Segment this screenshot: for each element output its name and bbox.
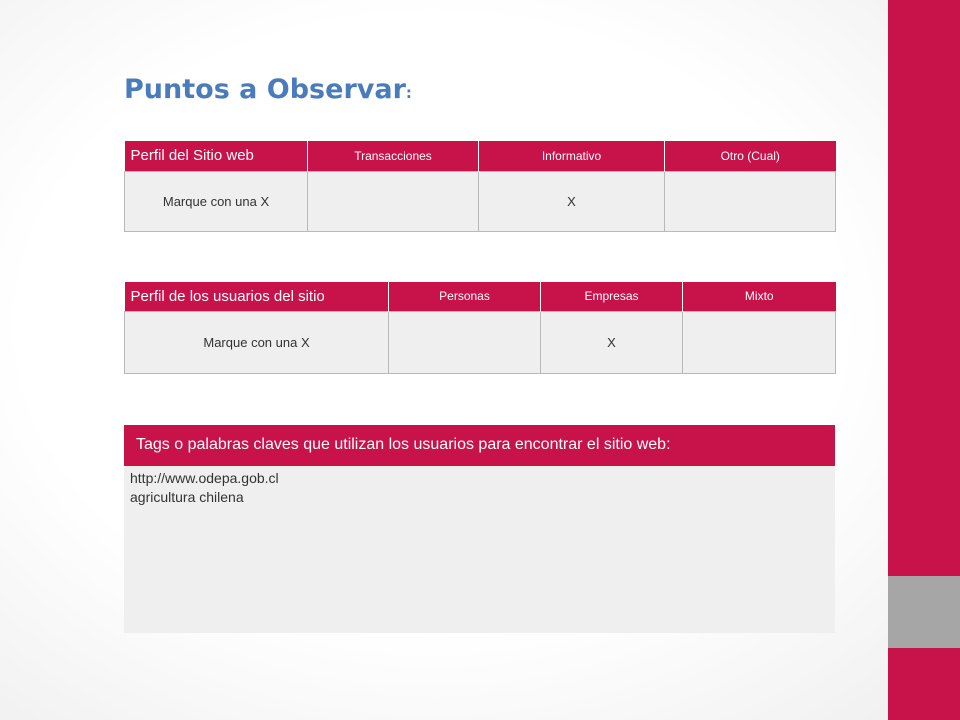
site-profile-table (124, 141, 836, 232)
site-profile-header-informativo: Informativo (479, 141, 665, 171)
site-profile-header-row (125, 141, 836, 171)
users-profile-header-label: Perfil de los usuarios del sitio (125, 282, 389, 311)
page-title (124, 74, 412, 105)
tags-line-url: http://www.odepa.gob.cl (130, 470, 279, 486)
page-title-colon: : (405, 84, 412, 102)
site-profile-cell-transacciones[interactable] (308, 171, 479, 231)
users-profile-cell-empresas[interactable]: X (541, 311, 683, 373)
users-profile-cell-mixto[interactable] (683, 311, 836, 373)
users-profile-table (124, 282, 836, 374)
site-profile-header-transacciones: Transacciones (308, 141, 479, 171)
decorative-gray-block (888, 576, 960, 648)
tags-content[interactable] (124, 466, 835, 633)
users-profile-row-label: Marque con una X (125, 311, 389, 373)
users-profile-header-empresas: Empresas (541, 282, 683, 311)
site-profile-cell-otro[interactable] (665, 171, 836, 231)
decorative-side-bar (888, 0, 960, 720)
site-profile-header-label: Perfil del Sitio web (125, 141, 308, 171)
tags-heading: Tags o palabras claves que utilizan los usuarios para encontrar el sitio web: (124, 425, 835, 466)
tags-panel (124, 425, 835, 633)
users-profile-mark-row (125, 311, 836, 373)
tags-line-keyword: agricultura chilena (130, 489, 244, 505)
page-title-text: Puntos a Observar (124, 74, 406, 105)
users-profile-header-mixto: Mixto (683, 282, 836, 311)
users-profile-cell-personas[interactable] (389, 311, 541, 373)
site-profile-row-label: Marque con una X (125, 171, 308, 231)
users-profile-header-personas: Personas (389, 282, 541, 311)
site-profile-cell-informativo[interactable]: X (479, 171, 665, 231)
site-profile-header-otro: Otro (Cual) (665, 141, 836, 171)
site-profile-mark-row (125, 171, 836, 231)
users-profile-header-row (125, 282, 836, 311)
